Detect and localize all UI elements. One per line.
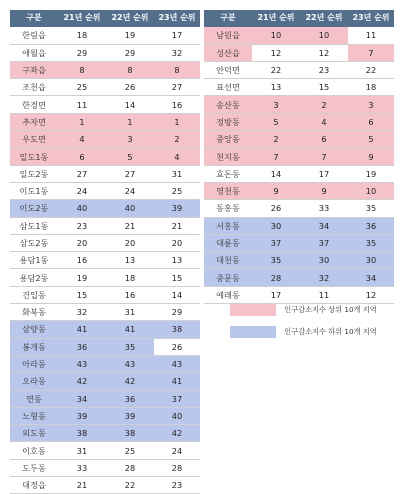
rank-cell-r23: 12 [348, 286, 394, 303]
rank-cell-r22: 6 [300, 131, 348, 148]
rank-cell-r22: 7 [300, 148, 348, 165]
rank-cell-r21: 32 [58, 304, 106, 321]
region-name-cell: 구좌읍 [10, 61, 58, 78]
region-name-cell: 정방동 [204, 113, 252, 130]
rank-cell-r22: 30 [300, 252, 348, 269]
rank-cell-r21: 14 [252, 165, 300, 182]
rank-cell-r21: 40 [58, 200, 106, 217]
rank-cell-r23: 40 [154, 407, 200, 424]
rank-cell-r21: 28 [252, 269, 300, 286]
rank-cell-r23: 3 [348, 96, 394, 113]
rank-cell-r22: 35 [106, 338, 154, 355]
rank-cell-r23: 43 [154, 355, 200, 372]
rank-cell-r21: 10 [252, 27, 300, 44]
table-row [10, 96, 200, 113]
table-row [204, 27, 394, 44]
region-name-cell: 동홍동 [204, 200, 252, 217]
rank-cell-r21: 43 [58, 355, 106, 372]
legend-top-swatch [230, 304, 276, 316]
table-row [10, 459, 200, 476]
rank-cell-r23: 16 [154, 96, 200, 113]
rank-cell-r23: 19 [348, 165, 394, 182]
table-row [204, 96, 394, 113]
rank-cell-r23: 35 [348, 200, 394, 217]
rank-cell-r22: 22 [106, 477, 154, 494]
region-name-cell: 일도2동 [10, 165, 58, 182]
region-name-cell: 이도2동 [10, 200, 58, 217]
rank-cell-r23: 17 [154, 27, 200, 44]
rank-cell-r22: 31 [106, 304, 154, 321]
region-name-cell: 일도1동 [10, 148, 58, 165]
rank-cell-r23: 23 [154, 477, 200, 494]
rank-cell-r22: 19 [106, 27, 154, 44]
region-name-cell: 외도동 [10, 425, 58, 442]
rank-cell-r21: 5 [252, 113, 300, 130]
rank-cell-r23: 26 [154, 338, 200, 355]
rank-cell-r21: 23 [58, 217, 106, 234]
rank-cell-r21: 33 [58, 459, 106, 476]
table-row [10, 234, 200, 251]
rank-cell-r22: 3 [106, 131, 154, 148]
rank-cell-r22: 24 [106, 182, 154, 199]
rank-cell-r23: 10 [348, 182, 394, 199]
rank-cell-r23: 29 [154, 304, 200, 321]
region-name-cell: 송산동 [204, 96, 252, 113]
region-name-cell: 봉개동 [10, 338, 58, 355]
region-name-cell: 삼양동 [10, 321, 58, 338]
rank-cell-r21: 36 [58, 338, 106, 355]
table-row [10, 79, 200, 96]
rank-cell-r22: 12 [300, 44, 348, 61]
rank-cell-r22: 37 [300, 234, 348, 251]
rank-cell-r21: 24 [58, 182, 106, 199]
rank-cell-r23: 41 [154, 373, 200, 390]
rank-cell-r23: 37 [154, 390, 200, 407]
rank-cell-r22: 11 [300, 286, 348, 303]
table-row [10, 200, 200, 217]
rank-cell-r21: 31 [58, 442, 106, 459]
header-rank-21: 21년 순위 [58, 10, 106, 27]
rank-cell-r23: 4 [154, 148, 200, 165]
rank-cell-r22: 1 [106, 113, 154, 130]
rank-cell-r22: 40 [106, 200, 154, 217]
rank-cell-r22: 26 [106, 79, 154, 96]
rank-cell-r21: 16 [58, 252, 106, 269]
table-row [10, 407, 200, 424]
rank-cell-r22: 9 [300, 182, 348, 199]
rank-cell-r22: 28 [106, 459, 154, 476]
rank-cell-r22: 4 [300, 113, 348, 130]
region-name-cell: 천지동 [204, 148, 252, 165]
rank-cell-r22: 23 [300, 61, 348, 78]
rank-cell-r21: 25 [58, 79, 106, 96]
rank-cell-r21: 39 [58, 407, 106, 424]
rank-cell-r22: 33 [300, 200, 348, 217]
rank-cell-r22: 14 [106, 96, 154, 113]
table-row [204, 200, 394, 217]
table-row [10, 252, 200, 269]
region-name-cell: 연동 [10, 390, 58, 407]
rank-cell-r23: 2 [154, 131, 200, 148]
rank-cell-r23: 18 [348, 79, 394, 96]
rank-cell-r23: 34 [348, 269, 394, 286]
region-name-cell: 서홍동 [204, 217, 252, 234]
rank-cell-r21: 15 [58, 286, 106, 303]
rank-cell-r22: 5 [106, 148, 154, 165]
table-row [10, 355, 200, 372]
rank-cell-r21: 12 [252, 44, 300, 61]
table-row [204, 131, 394, 148]
rank-cell-r21: 17 [252, 286, 300, 303]
rank-cell-r22: 25 [106, 442, 154, 459]
region-name-cell: 이호동 [10, 442, 58, 459]
rank-cell-r22: 34 [300, 217, 348, 234]
rank-cell-r21: 38 [58, 425, 106, 442]
region-name-cell: 도두동 [10, 459, 58, 476]
region-name-cell: 효돈동 [204, 165, 252, 182]
rank-cell-r23: 6 [348, 113, 394, 130]
table-row [204, 269, 394, 286]
rank-cell-r23: 24 [154, 442, 200, 459]
region-name-cell: 한림읍 [10, 27, 58, 44]
region-name-cell: 안덕면 [204, 61, 252, 78]
table-row [10, 165, 200, 182]
table-row [10, 390, 200, 407]
rank-cell-r21: 7 [252, 148, 300, 165]
region-name-cell: 오라동 [10, 373, 58, 390]
table-row [10, 321, 200, 338]
rank-cell-r21: 8 [58, 61, 106, 78]
table-row [10, 217, 200, 234]
table-row [10, 44, 200, 61]
rank-cell-r21: 4 [58, 131, 106, 148]
region-name-cell: 남원읍 [204, 27, 252, 44]
region-name-cell: 성산읍 [204, 44, 252, 61]
rank-cell-r21: 13 [252, 79, 300, 96]
table-row [204, 252, 394, 269]
rank-cell-r23: 32 [154, 44, 200, 61]
rank-cell-r21: 34 [58, 390, 106, 407]
rank-cell-r23: 38 [154, 321, 200, 338]
region-name-cell: 노형동 [10, 407, 58, 424]
rank-cell-r21: 18 [58, 27, 106, 44]
rank-cell-r22: 41 [106, 321, 154, 338]
rank-cell-r23: 14 [154, 286, 200, 303]
region-name-cell: 조천읍 [10, 79, 58, 96]
legend-top [230, 304, 395, 316]
rank-cell-r23: 21 [154, 217, 200, 234]
region-name-cell: 건입동 [10, 286, 58, 303]
rank-cell-r22: 29 [106, 44, 154, 61]
rank-cell-r21: 2 [252, 131, 300, 148]
table-row [204, 44, 394, 61]
rank-cell-r21: 9 [252, 182, 300, 199]
rank-cell-r21: 3 [252, 96, 300, 113]
rank-cell-r22: 38 [106, 425, 154, 442]
rank-cell-r21: 11 [58, 96, 106, 113]
header-category: 구분 [10, 10, 58, 27]
rank-cell-r23: 1 [154, 113, 200, 130]
left-ranking-table [10, 10, 200, 494]
right-header-row [204, 10, 394, 27]
region-name-cell: 삼도1동 [10, 217, 58, 234]
rank-cell-r21: 26 [252, 200, 300, 217]
table-row [204, 113, 394, 130]
table-row [204, 165, 394, 182]
rank-cell-r21: 6 [58, 148, 106, 165]
table-row [10, 269, 200, 286]
legend-bottom [230, 326, 395, 338]
table-row [10, 373, 200, 390]
rank-cell-r21: 27 [58, 165, 106, 182]
rank-cell-r21: 35 [252, 252, 300, 269]
rank-cell-r22: 8 [106, 61, 154, 78]
region-name-cell: 예래동 [204, 286, 252, 303]
rank-cell-r21: 29 [58, 44, 106, 61]
table-row [10, 338, 200, 355]
table-row [10, 61, 200, 78]
rank-cell-r22: 20 [106, 234, 154, 251]
region-name-cell: 중문동 [204, 269, 252, 286]
rank-cell-r23: 5 [348, 131, 394, 148]
region-name-cell: 애월읍 [10, 44, 58, 61]
table-row [10, 148, 200, 165]
rank-cell-r23: 13 [154, 252, 200, 269]
header-rank-23: 23년 순위 [348, 10, 394, 27]
rank-cell-r23: 8 [154, 61, 200, 78]
rank-cell-r22: 15 [300, 79, 348, 96]
rank-cell-r22: 42 [106, 373, 154, 390]
rank-cell-r23: 36 [348, 217, 394, 234]
header-rank-23: 23년 순위 [154, 10, 200, 27]
rank-cell-r23: 22 [348, 61, 394, 78]
right-ranking-table [204, 10, 394, 304]
region-name-cell: 삼도2동 [10, 234, 58, 251]
rank-cell-r23: 39 [154, 200, 200, 217]
table-row [204, 182, 394, 199]
region-name-cell: 아라동 [10, 355, 58, 372]
rank-cell-r23: 31 [154, 165, 200, 182]
region-name-cell: 용담1동 [10, 252, 58, 269]
rank-cell-r23: 30 [348, 252, 394, 269]
table-row [204, 234, 394, 251]
rank-cell-r21: 37 [252, 234, 300, 251]
rank-cell-r22: 10 [300, 27, 348, 44]
rank-cell-r21: 30 [252, 217, 300, 234]
region-name-cell: 표선면 [204, 79, 252, 96]
region-name-cell: 대천동 [204, 252, 252, 269]
table-row [10, 425, 200, 442]
rank-cell-r22: 27 [106, 165, 154, 182]
table-row [10, 477, 200, 494]
region-name-cell: 화북동 [10, 304, 58, 321]
region-name-cell: 대정읍 [10, 477, 58, 494]
rank-cell-r21: 42 [58, 373, 106, 390]
table-row [10, 27, 200, 44]
rank-cell-r22: 16 [106, 286, 154, 303]
table-row [10, 442, 200, 459]
table-row [204, 286, 394, 303]
rank-cell-r22: 13 [106, 252, 154, 269]
region-name-cell: 우도면 [10, 131, 58, 148]
rank-cell-r21: 22 [252, 61, 300, 78]
region-name-cell: 대륜동 [204, 234, 252, 251]
rank-cell-r23: 35 [348, 234, 394, 251]
rank-cell-r23: 9 [348, 148, 394, 165]
rank-cell-r21: 19 [58, 269, 106, 286]
rank-cell-r21: 21 [58, 477, 106, 494]
region-name-cell: 추자면 [10, 113, 58, 130]
rank-cell-r23: 11 [348, 27, 394, 44]
rank-cell-r22: 18 [106, 269, 154, 286]
rank-cell-r23: 28 [154, 459, 200, 476]
legend-top-label: 인구감소지수 상위 10개 지역 [284, 305, 377, 314]
legend-bottom-swatch [230, 326, 276, 338]
table-row [10, 182, 200, 199]
table-row [204, 79, 394, 96]
region-name-cell: 이도1동 [10, 182, 58, 199]
rank-cell-r21: 20 [58, 234, 106, 251]
rank-cell-r23: 15 [154, 269, 200, 286]
header-rank-21: 21년 순위 [252, 10, 300, 27]
rank-cell-r22: 21 [106, 217, 154, 234]
rank-cell-r22: 17 [300, 165, 348, 182]
rank-cell-r22: 43 [106, 355, 154, 372]
region-name-cell: 한경면 [10, 96, 58, 113]
rank-cell-r23: 25 [154, 182, 200, 199]
rank-cell-r21: 41 [58, 321, 106, 338]
region-name-cell: 용담2동 [10, 269, 58, 286]
rank-cell-r22: 2 [300, 96, 348, 113]
table-row [204, 61, 394, 78]
header-rank-22: 22년 순위 [106, 10, 154, 27]
header-rank-22: 22년 순위 [300, 10, 348, 27]
table-row [10, 131, 200, 148]
rank-cell-r22: 32 [300, 269, 348, 286]
legend-bottom-label: 인구감소지수 하위 10개 지역 [284, 327, 377, 336]
table-row [10, 304, 200, 321]
table-row [10, 113, 200, 130]
table-row [204, 148, 394, 165]
rank-cell-r22: 39 [106, 407, 154, 424]
rank-cell-r21: 1 [58, 113, 106, 130]
rank-cell-r23: 7 [348, 44, 394, 61]
table-row [204, 217, 394, 234]
region-name-cell: 영천동 [204, 182, 252, 199]
table-row [10, 286, 200, 303]
header-category: 구분 [204, 10, 252, 27]
rank-cell-r23: 20 [154, 234, 200, 251]
left-header-row [10, 10, 200, 27]
rank-cell-r22: 36 [106, 390, 154, 407]
rank-cell-r23: 42 [154, 425, 200, 442]
rank-cell-r23: 27 [154, 79, 200, 96]
region-name-cell: 중앙동 [204, 131, 252, 148]
